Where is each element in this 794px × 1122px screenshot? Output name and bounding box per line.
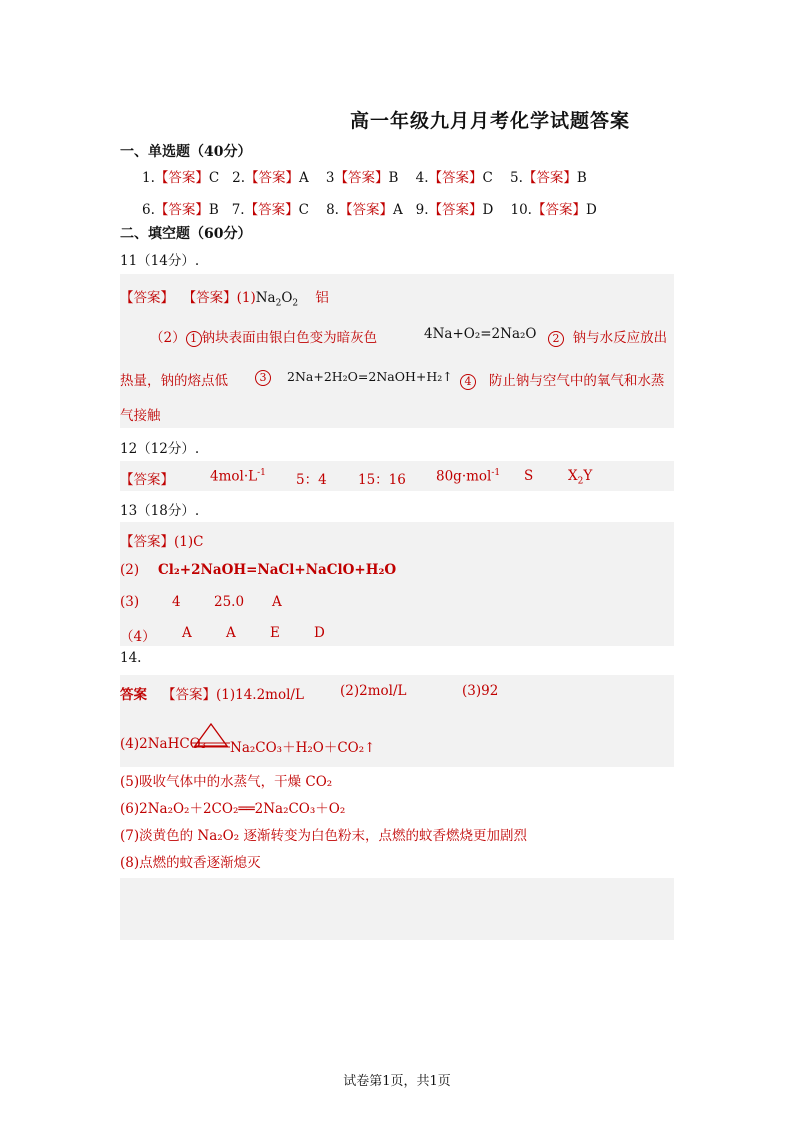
q14-line-5: (7)淡黄色的 Na₂O₂ 逐渐转变为白色粉末，点燃的蚊香燃烧更加剧烈 [120,828,527,844]
q12-answer-2: 5：4 [296,472,327,488]
q13-equation: Cl₂+2NaOH=NaCl+NaClO+H₂O [158,562,397,578]
mc-item: 1.【答案】C [142,170,220,186]
section-heading-single-choice: 一、单选题（40分） [120,144,252,160]
mc-item: 3【答案】B [325,170,399,186]
q11-equation-2: 2Na+2H₂O=2NaOH+H₂↑ [287,369,453,384]
circled-number-3-wrap [255,369,271,386]
mc-item: 10.【答案】D [510,202,597,218]
page-footer: 试卷第1页，共1页 [343,1074,451,1089]
mc-item: 4.【答案】C [415,170,493,186]
heat-triangle-icon [192,722,230,752]
q13-line-3-a: 4 [172,594,181,610]
mc-answer-row-1 [142,166,587,186]
q12-answer-1: $4mol\cdot L^{-1}$ [210,468,266,485]
q11-line-1: 【答案】 【答案】$(1)Na_2O_2$ 铝 [120,290,329,309]
q13-line-4-a: A [182,625,192,641]
mc-item: 5.【答案】B [510,170,587,186]
q14-line-6: (8)点燃的蚊香逐渐熄灭 [120,855,261,871]
q12-answer-3: 15：16 [358,472,406,488]
empty-answer-box [120,878,674,940]
mc-item: 7.【答案】C [231,202,309,218]
q13-line-3-num: (3) [120,594,140,610]
q12-answer-5: S [524,468,534,484]
q12-answer-tag: 【答案】 [120,472,174,488]
q13-line-2-num: (2) [120,562,140,578]
q12-header: 12（12分）. [120,441,200,457]
q11-line-2-cont: 2 钠与水反应放出 [548,326,667,347]
q12-answer-4: 80g·mol$^{-1}$ [436,468,501,485]
q11-line-3-cont: 4 防止钠与空气中的氧气和水蒸 [460,369,664,390]
q13-line-3-b: 25.0 [214,594,245,610]
q13-line-4-c: E [270,625,280,641]
page-title: 高一年级九月月考化学试题答案 [350,110,631,132]
q13-header: 13（18分）. [120,503,200,519]
circled-number-3: 3 [255,370,271,386]
q14-header: 14. [120,650,142,666]
circled-number-4: 4 [460,374,476,390]
q12-answer-6: $X_2Y$ [568,468,593,487]
q13-line-1: 【答案】(1)C [120,534,204,550]
q11-line-4: 气接触 [120,408,161,424]
q14-line-1-c: (2)2mol/L [340,683,407,699]
mc-item: 2.【答案】A [232,170,309,186]
q13-line-4-d: D [314,625,325,641]
q14-line-1-b: 【答案】(1)14.2mol/L [162,687,304,703]
q11-line-3: 热量，钠的熔点低 [120,373,228,389]
mc-item: 8.【答案】A [326,202,403,218]
q11-equation-1: 4Na+O₂=2Na₂O [424,326,537,342]
mc-item: 6.【答案】B [142,202,219,218]
circled-number-1: 1 [186,331,202,347]
circled-number-2: 2 [548,331,564,347]
q13-line-4-b: A [226,625,236,641]
q14-line-2-pre: (4)2NaHCO₃ [120,736,207,752]
mc-answer-row-2 [142,198,597,218]
q14-line-1-d: (3)92 [462,683,499,699]
q11-line-2: （2） 1 钠块表面由银白色变为暗灰色 [150,330,378,346]
q13-line-4-num: （4） [120,629,156,645]
q13-line-3-c: A [272,594,282,610]
q14-line-3: (5)吸收气体中的水蒸气，干燥 CO₂ [120,774,333,790]
mc-item: 9.【答案】D [415,202,494,218]
q14-line-2-post: Na₂CO₃＋H₂O＋CO₂↑ [230,740,376,756]
q11-header: 11（14分）. [120,253,200,269]
q14-answer-label: 答案 [120,687,147,703]
q14-line-4: (6)2Na₂O₂＋2CO₂══2Na₂CO₃＋O₂ [120,801,346,817]
section-heading-fill-in: 二、填空题（60分） [120,226,252,242]
